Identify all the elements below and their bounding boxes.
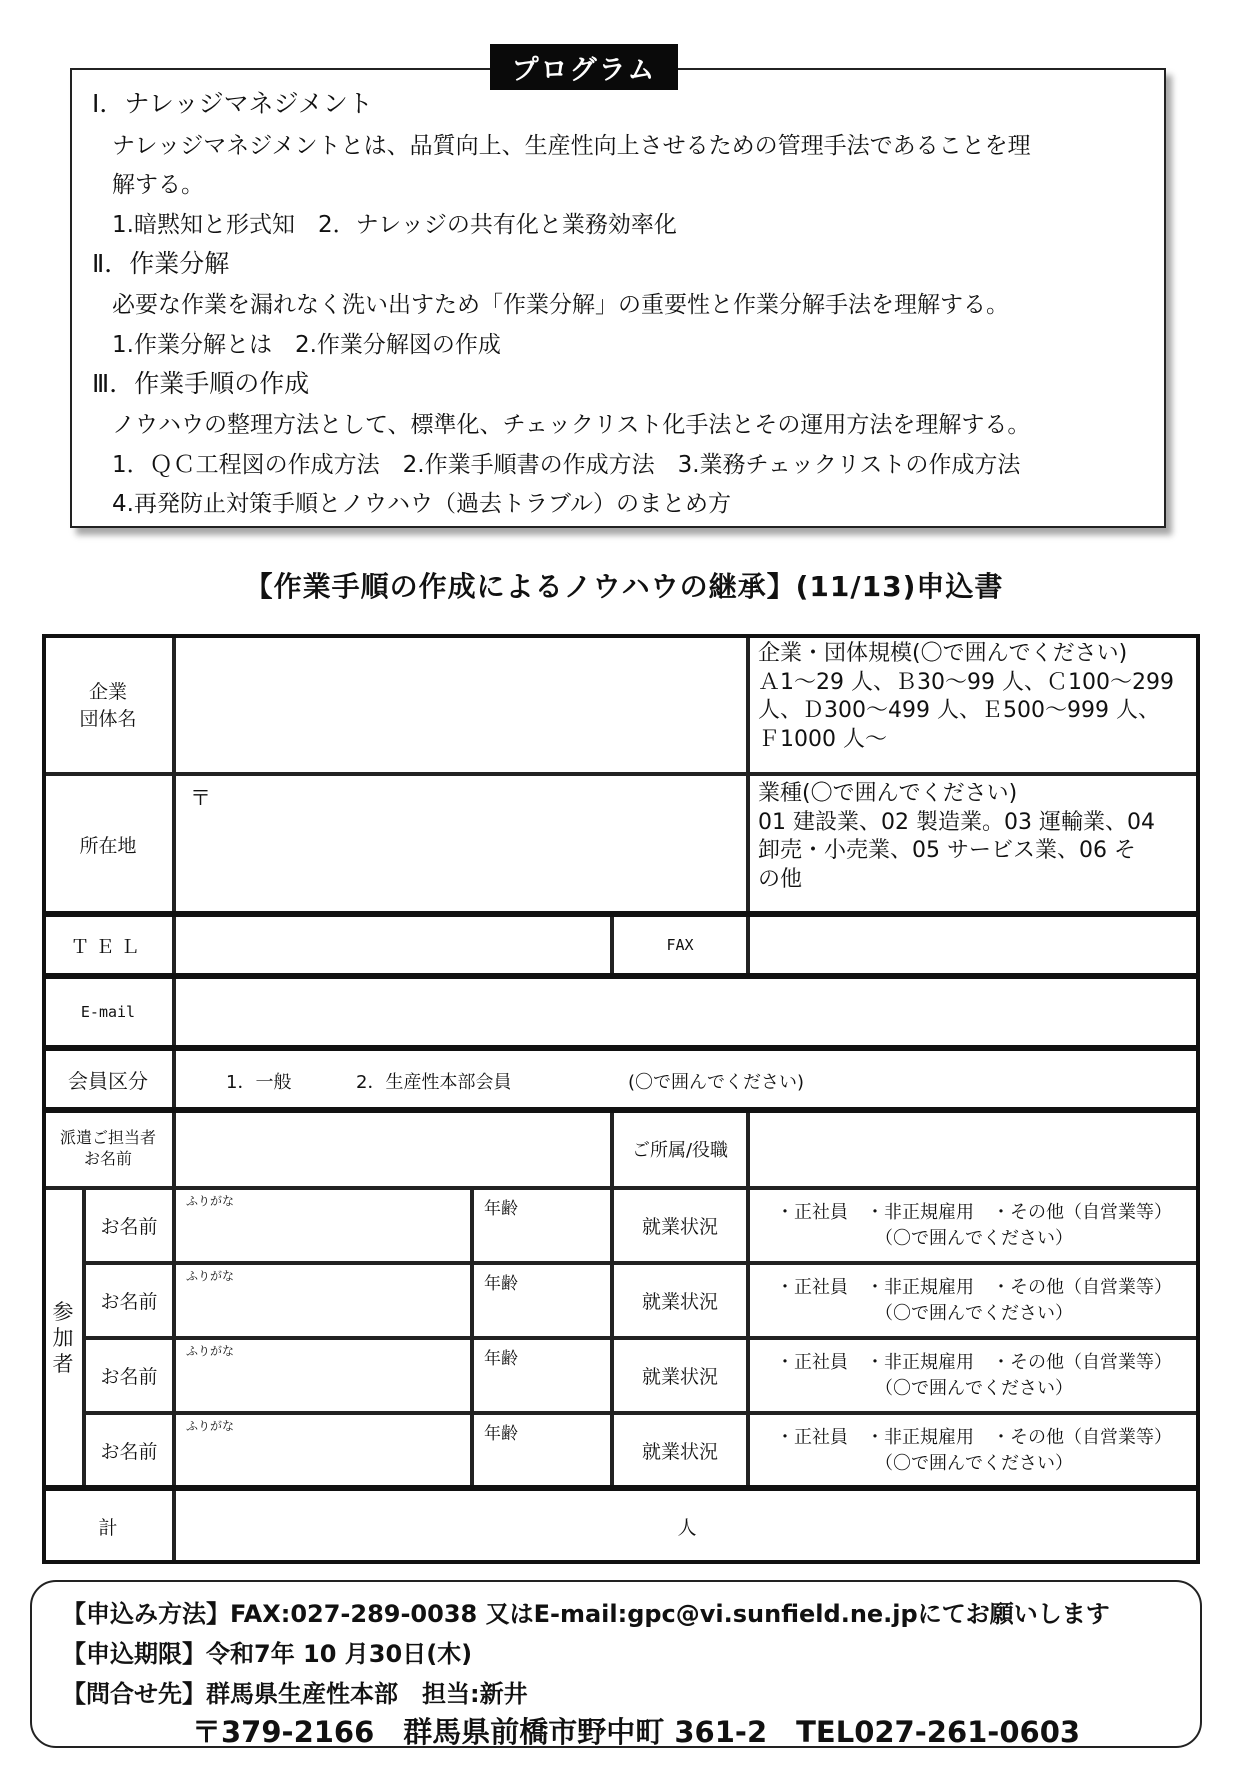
member-note: (〇で囲んでください) xyxy=(628,1072,805,1093)
participant-1-name-field[interactable] xyxy=(174,1188,472,1263)
scale-options-line-2: 人、Ｄ300～499 人、Ｅ500～999 人、 xyxy=(758,698,1160,724)
dispatch-label-line-1: 派遣ご担当者 xyxy=(59,1128,156,1148)
participant-3-age-label: 年齢 xyxy=(484,1349,518,1369)
industry-cell[interactable] xyxy=(748,774,1200,914)
dispatch-name-field[interactable] xyxy=(174,1110,612,1188)
participant-3-name-field[interactable] xyxy=(174,1338,472,1413)
participants-label-char-2: 加 xyxy=(52,1325,74,1350)
form-title: 【作業手順の作成によるノウハウの継承】(11/13)申込書 xyxy=(244,570,1004,603)
participant-4-age-label: 年齢 xyxy=(484,1424,518,1444)
participant-4-name-label: お名前 xyxy=(100,1441,158,1463)
participant-3-status-opts[interactable]: ・正社員 ・非正規雇用 ・その他（自営業等） xyxy=(776,1352,1172,1374)
participant-2-age-label: 年齢 xyxy=(484,1274,518,1294)
fax-label-cell xyxy=(612,914,748,976)
participant-1-status-opts[interactable]: ・正社員 ・非正規雇用 ・その他（自営業等） xyxy=(776,1202,1172,1224)
participant-1-status-label-cell xyxy=(612,1188,748,1263)
section-1-desc-line-1: ナレッジマネジメントとは、品質向上、生産性向上させるための管理手法であることを理 xyxy=(112,133,1031,159)
participant-1-age-field[interactable] xyxy=(472,1188,612,1263)
participant-3-status-label: 就業状況 xyxy=(641,1366,718,1388)
address-label: 所在地 xyxy=(79,834,137,857)
section-1-heading: Ⅰ．ナレッジマネジメント xyxy=(92,89,373,118)
industry-title: 業種(〇で囲んでください) xyxy=(758,781,1018,806)
participant-1-status-options[interactable] xyxy=(748,1188,1200,1263)
info-box xyxy=(30,1580,1202,1748)
company-label-line-1: 企業 xyxy=(88,681,127,703)
info-application-method: 【申込み方法】FAX:027-289-0038 又はE-mail:gpc@vi.sunfield.ne.jpにてお願いします xyxy=(62,1600,1110,1628)
participants-label-char-1: 参 xyxy=(52,1299,74,1324)
participant-2-status-note: （〇で囲んでください） xyxy=(875,1302,1073,1324)
info-contact: 【問合せ先】群馬県生産性本部 担当:新井 xyxy=(62,1680,528,1708)
section-3-items-1: 1．ＱＣ工程図の作成方法 2.作業手順書の作成方法 3.業務チェックリストの作成方法 xyxy=(112,452,1021,478)
industry-options-line-1: 01 建設業、02 製造業。03 運輸業、04 xyxy=(758,809,1155,835)
scale-options-line-1: Ａ1～29 人、Ｂ30～99 人、Ｃ100～299 xyxy=(758,669,1174,695)
participant-2-status-label-cell xyxy=(612,1263,748,1338)
program-badge: プログラム xyxy=(490,44,678,90)
participant-3-furigana: ふりがな xyxy=(186,1344,235,1358)
participant-4-name-field[interactable] xyxy=(174,1413,472,1488)
section-1-desc-line-2: 解する。 xyxy=(112,172,204,198)
participant-2-name-label: お名前 xyxy=(100,1291,158,1313)
email-label-cell xyxy=(42,976,174,1048)
section-3-desc: ノウハウの整理方法として、標準化、チェックリスト化手法とその運用方法を理解する。 xyxy=(112,412,1031,438)
application-form xyxy=(42,634,1200,1564)
member-label-cell xyxy=(42,1048,174,1110)
participant-4-status-label-cell xyxy=(612,1413,748,1488)
participant-2-name-field[interactable] xyxy=(174,1263,472,1338)
address-field[interactable] xyxy=(174,774,748,914)
participant-1-name-label-cell xyxy=(84,1188,174,1263)
participant-1-status-label: 就業状況 xyxy=(641,1216,718,1238)
participant-2-status-label: 就業状況 xyxy=(641,1291,718,1313)
dispatch-label-cell xyxy=(42,1110,174,1188)
member-options-cell[interactable] xyxy=(174,1048,1200,1110)
email-label: E-mail xyxy=(80,1003,136,1021)
affiliation-label-cell xyxy=(612,1110,748,1188)
participant-3-name-label-cell xyxy=(84,1338,174,1413)
dispatch-label-line-2: お名前 xyxy=(83,1149,132,1168)
participant-4-furigana: ふりがな xyxy=(186,1419,235,1433)
section-3-items-2: 4.再発防止対策手順とノウハウ（過去トラブル）のまとめ方 xyxy=(112,491,732,517)
participant-4-status-options[interactable] xyxy=(748,1413,1200,1488)
fax-label: FAX xyxy=(666,936,694,954)
scale-title: 企業・団体規模(〇で囲んでください) xyxy=(758,641,1128,666)
participant-1-status-note: （〇で囲んでください） xyxy=(875,1227,1073,1249)
member-option-general[interactable]: 1．一般 xyxy=(226,1072,292,1093)
participant-2-status-options[interactable] xyxy=(748,1263,1200,1338)
participants-label-cell xyxy=(42,1188,84,1488)
address-label-cell xyxy=(42,774,174,914)
participant-3-name-label: お名前 xyxy=(100,1366,158,1388)
participant-3-status-label-cell xyxy=(612,1338,748,1413)
participant-1-name-label: お名前 xyxy=(100,1216,158,1238)
participant-2-age-field[interactable] xyxy=(472,1263,612,1338)
participant-4-age-field[interactable] xyxy=(472,1413,612,1488)
company-label-cell xyxy=(42,634,174,774)
section-2-heading: Ⅱ．作業分解 xyxy=(92,249,230,278)
participant-4-status-note: （〇で囲んでください） xyxy=(875,1452,1073,1474)
tel-label-cell xyxy=(42,914,174,976)
section-2-items: 1.作業分解とは 2.作業分解図の作成 xyxy=(112,332,501,358)
participant-3-age-field[interactable] xyxy=(472,1338,612,1413)
participant-1-age-label: 年齢 xyxy=(484,1199,518,1219)
scale-options-line-3: Ｆ1000 人～ xyxy=(758,726,887,752)
participant-2-furigana: ふりがな xyxy=(186,1269,235,1283)
section-3-heading: Ⅲ．作業手順の作成 xyxy=(92,369,310,398)
member-option-member[interactable]: 2．生産性本部会員 xyxy=(356,1072,512,1093)
affiliation-field[interactable] xyxy=(748,1110,1200,1188)
company-label-line-2: 団体名 xyxy=(79,708,137,730)
total-field[interactable] xyxy=(174,1488,1200,1564)
participants-label-char-3: 者 xyxy=(52,1352,74,1377)
participant-4-status-label: 就業状況 xyxy=(641,1441,718,1463)
postal-mark: 〒 xyxy=(190,786,211,810)
participant-2-status-opts[interactable]: ・正社員 ・非正規雇用 ・その他（自営業等） xyxy=(776,1277,1172,1299)
tel-label: ＴＥＬ xyxy=(70,935,146,958)
fax-field[interactable] xyxy=(748,914,1200,976)
participant-2-name-label-cell xyxy=(84,1263,174,1338)
participant-1-furigana: ふりがな xyxy=(186,1194,235,1208)
total-unit: 人 xyxy=(677,1516,697,1539)
participant-3-status-note: （〇で囲んでください） xyxy=(875,1377,1073,1399)
affiliation-label: ご所属/役職 xyxy=(631,1140,729,1161)
participant-4-status-opts[interactable]: ・正社員 ・非正規雇用 ・その他（自営業等） xyxy=(776,1427,1172,1449)
section-1-items: 1.暗黙知と形式知 2．ナレッジの共有化と業務効率化 xyxy=(112,212,677,238)
tel-field[interactable] xyxy=(174,914,612,976)
total-label-cell xyxy=(42,1488,174,1564)
total-label: 計 xyxy=(98,1516,118,1539)
industry-options-line-2: 卸売・小売業、05 サービス業、06 そ xyxy=(758,838,1136,864)
company-name-field[interactable] xyxy=(174,634,748,774)
participant-3-status-options[interactable] xyxy=(748,1338,1200,1413)
section-2-desc: 必要な作業を漏れなく洗い出すため「作業分解」の重要性と作業分解手法を理解する。 xyxy=(112,292,1009,318)
participant-4-name-label-cell xyxy=(84,1413,174,1488)
info-address: 〒379-2166 群馬県前橋市野中町 361-2 TEL027-261-0603 xyxy=(192,1715,1081,1749)
email-field[interactable] xyxy=(174,976,1200,1048)
info-deadline: 【申込期限】令和7年 10 月30日(木) xyxy=(62,1640,473,1668)
member-label: 会員区分 xyxy=(68,1068,148,1093)
company-scale-cell[interactable] xyxy=(748,634,1200,774)
industry-options-line-3: の他 xyxy=(758,866,803,892)
